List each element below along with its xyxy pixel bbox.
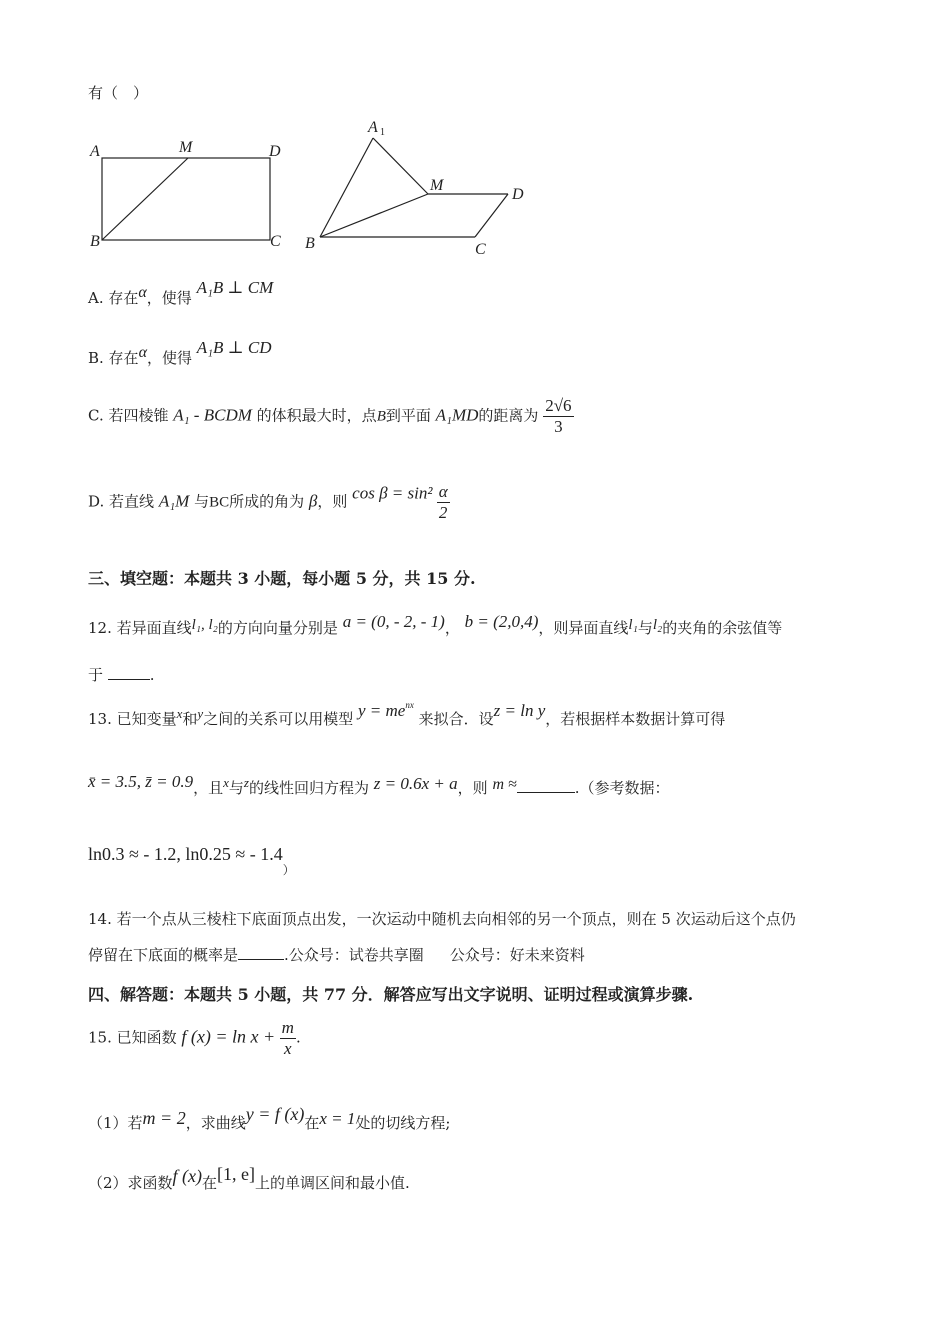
option-b: B. 存在α，使得 A₁B ⊥ CD: [88, 338, 272, 367]
option-c: C. 若四棱锥 A₁ - BCDM 的体积最大时，点B到平面 A₁MD的距离为 $\frac{2√6}{3}$: [88, 396, 572, 436]
question-13: 13. 已知变量x和y之间的关系可以用模型 $y = me^{nx}$ 来拟合．设z = ln y，若根据样本数据计算可得: [88, 700, 726, 728]
question-15-part2: （2）求函数f (x)在[1, e]上的单调区间和最小值.: [88, 1164, 410, 1192]
label-d: D: [269, 143, 281, 160]
option-d: D. 若直线 A₁M 与BC所成的角为 β，则 cos β = sin² $\frac{\alpha}{2}$: [88, 482, 448, 522]
label-b2: B: [305, 235, 315, 252]
folded-figure: [305, 119, 524, 258]
question-12-line2: 于 .: [88, 666, 155, 684]
label-a1: A: [368, 119, 378, 136]
question-15-part1: （1）若m = 2，求曲线y = f (x)在x = 1处的切线方程;: [88, 1104, 451, 1132]
question-13-line2: x̄ = 3.5, z̄ = 0.9，且x与z的线性回归方程为 z = 0.6x + a，则 m ≈ .（参考数据：: [88, 772, 670, 797]
label-b: B: [90, 233, 100, 250]
label-c2: C: [475, 241, 486, 258]
rectangle-figure: [89, 139, 281, 250]
label-m: M: [179, 139, 193, 156]
question-14: 14. 若一个点从三棱柱下底面顶点出发，一次运动中随机去向相邻的另一个顶点，则在 5 次运动后这个点仍: [88, 910, 796, 928]
section-title-4: 四、解答题：本题共 5 小题，共 77 分．解答应写出文字说明、证明过程或演算步骤.: [88, 985, 694, 1004]
question-12: 12. 若异面直线l₁, l₂的方向向量分别是 a = (0, - 2, - 1)， b = (2,0,4)，则异面直线l₁与l₂的夹角的余弦值等: [88, 612, 783, 637]
question-lead: 有（ ）: [88, 84, 149, 102]
label-a1-sub: 1: [380, 127, 385, 138]
label-d2: D: [512, 186, 524, 203]
label-a: A: [90, 143, 100, 160]
option-a: A. 存在α，使得 A₁B ⊥ CM: [88, 278, 274, 307]
geometry-figure: [80, 112, 550, 262]
question-14-line2: 停留在下底面的概率是 .公众号：试卷共享圈 公众号：好未来资料: [88, 946, 585, 964]
section-title-3: 三、填空题：本题共 3 小题，每小题 5 分，共 15 分.: [88, 569, 476, 588]
label-c: C: [270, 233, 281, 250]
question-15: 15. 已知函数 f (x) = ln x + $\frac{m}{x}$ .: [88, 1018, 301, 1058]
question-13-line3: ln0.3 ≈ - 1.2, ln0.25 ≈ - $1.4_)$: [88, 844, 295, 877]
label-m2: M: [430, 177, 444, 194]
